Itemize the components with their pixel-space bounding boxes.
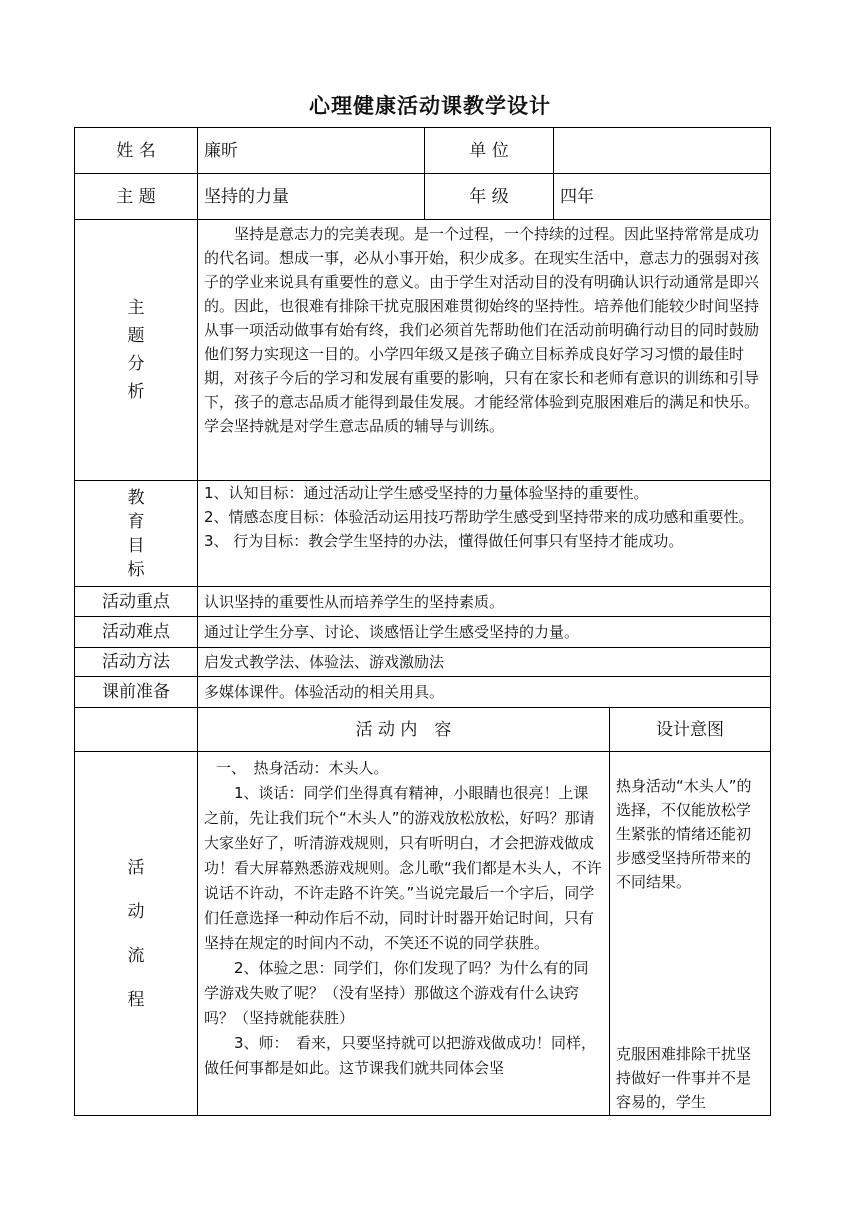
- goal-item: 3、 行为目标：教会学生坚持的办法，懂得做任何事只有坚持才能成功。: [204, 532, 684, 550]
- intent-note: 克服困难排除干扰坚持做好一件事并不是容易的，学生: [616, 1045, 752, 1111]
- flow-header-intent: 设计意图: [610, 708, 771, 752]
- goals-label-char: 教: [127, 487, 145, 508]
- flow-label-char: 程: [127, 989, 145, 1010]
- flow-heading: 一、 热身活动：木头人。: [216, 759, 389, 777]
- unit-label: 单 位: [425, 128, 554, 174]
- lesson-plan-table: [74, 127, 771, 1116]
- intent-note: 热身活动“木头人”的选择，不仅能放松学生紧张的情绪还能初步感受坚持所带来的不同结果。: [616, 777, 752, 891]
- difficulty-label: 活动难点: [75, 617, 198, 648]
- unit-value: [554, 128, 771, 174]
- topic-value: 坚持的力量: [198, 174, 425, 220]
- analysis-label-char: 析: [127, 382, 145, 402]
- flow-label-char: 流: [127, 945, 145, 966]
- flow-header-content: 活 动 内 容: [198, 708, 610, 752]
- difficulty-value: 通过让学生分享、讨论、谈感悟让学生感受坚持的力量。: [198, 617, 771, 648]
- goals-label: [75, 481, 198, 587]
- analysis-text: 坚持是意志力的完美表现。是一个过程，一个持续的过程。因此坚持常常是成功的代名词。想成一事，必从小事开始，积少成多。在现实生活中，意志力的强弱对孩子的学业来说具有重要性的意义。由于学生对活动目的没有明确认识行动通常是即兴的。因此，也很难有排除干扰克服困难贯彻始终的坚持性。培养他们能较少时间坚持从事一项活动做事有始有终，我们必须首先帮助他们在活动前明确行动目的同时鼓励他们努力实现这一目的。小学四年级又是孩子确立目标养成良好学习习惯的最佳时期，对孩子今后的学习和发展有重要的影响，只有在家长和老师有意识的训练和引导下，孩子的意志品质才能得到最佳发展。才能经常体验到克服困难后的满足和快乐。学会坚持就是对学生意志品质的辅导与训练。: [198, 220, 771, 481]
- key-point-label: 活动重点: [75, 587, 198, 617]
- document-title: 心理健康活动课教学设计: [309, 94, 551, 118]
- goals-label-char: 育: [127, 511, 145, 532]
- goal-item: 2、情感态度目标：体验活动运用技巧帮助学生感受到坚持带来的成功感和重要性。: [204, 508, 754, 526]
- key-point-value: 认识坚持的重要性从而培养学生的坚持素质。: [198, 587, 771, 617]
- goal-item: 1、认知目标：通过活动让学生感受坚持的力量体验坚持的重要性。: [204, 484, 649, 502]
- flow-header-blank: [75, 708, 198, 752]
- name-value: 廉昕: [198, 128, 425, 174]
- analysis-label: [75, 220, 198, 481]
- analysis-label-char: 题: [127, 326, 145, 346]
- method-value: 启发式教学法、体验法、游戏激励法: [198, 648, 771, 677]
- analysis-label-char: 分: [127, 354, 145, 374]
- analysis-label-char: 主: [127, 298, 145, 318]
- flow-paragraph: 2、体验之思：同学们，你们发现了吗？为什么有的同学游戏失败了呢？（没有坚持）那做这个游戏有什么诀窍吗？（坚持就能获胜）: [204, 959, 589, 1027]
- flow-intent: [610, 752, 771, 1116]
- flow-label-char: 活: [127, 857, 145, 878]
- flow-label: [75, 752, 198, 1116]
- name-label: 姓 名: [75, 128, 198, 174]
- grade-label: 年 级: [425, 174, 554, 220]
- goals-label-char: 标: [127, 559, 145, 580]
- grade-value: 四年: [554, 174, 771, 220]
- prep-value: 多媒体课件。体验活动的相关用具。: [198, 677, 771, 708]
- flow-label-char: 动: [127, 901, 145, 922]
- method-label: 活动方法: [75, 648, 198, 677]
- topic-label: 主 题: [75, 174, 198, 220]
- goals-list: [198, 481, 771, 587]
- flow-content: [198, 752, 610, 1116]
- prep-label: 课前准备: [75, 677, 198, 708]
- flow-paragraph: 3、师： 看来，只要坚持就可以把游戏做成功！同样，做任何事都是如此。这节课我们就共同体会坚: [204, 1034, 597, 1077]
- flow-paragraph: 1、谈话：同学们坐得真有精神，小眼睛也很亮！上课之前，先让我们玩个“木头人”的游戏放松放松，好吗？那请大家坐好了，听清游戏规则，只有听明白，才会把游戏做成功！看大屏幕熟悉游戏规则。念儿歌“我们都是木头人，不许说话不许动，不许走路不许笑。”当说完最后一个字后，同学们任意选择一种动作后不动，同时计时器开始记时间，只有坚持在规定的时间内不动，不笑还不说的同学获胜。: [204, 784, 602, 952]
- goals-label-char: 目: [127, 535, 145, 556]
